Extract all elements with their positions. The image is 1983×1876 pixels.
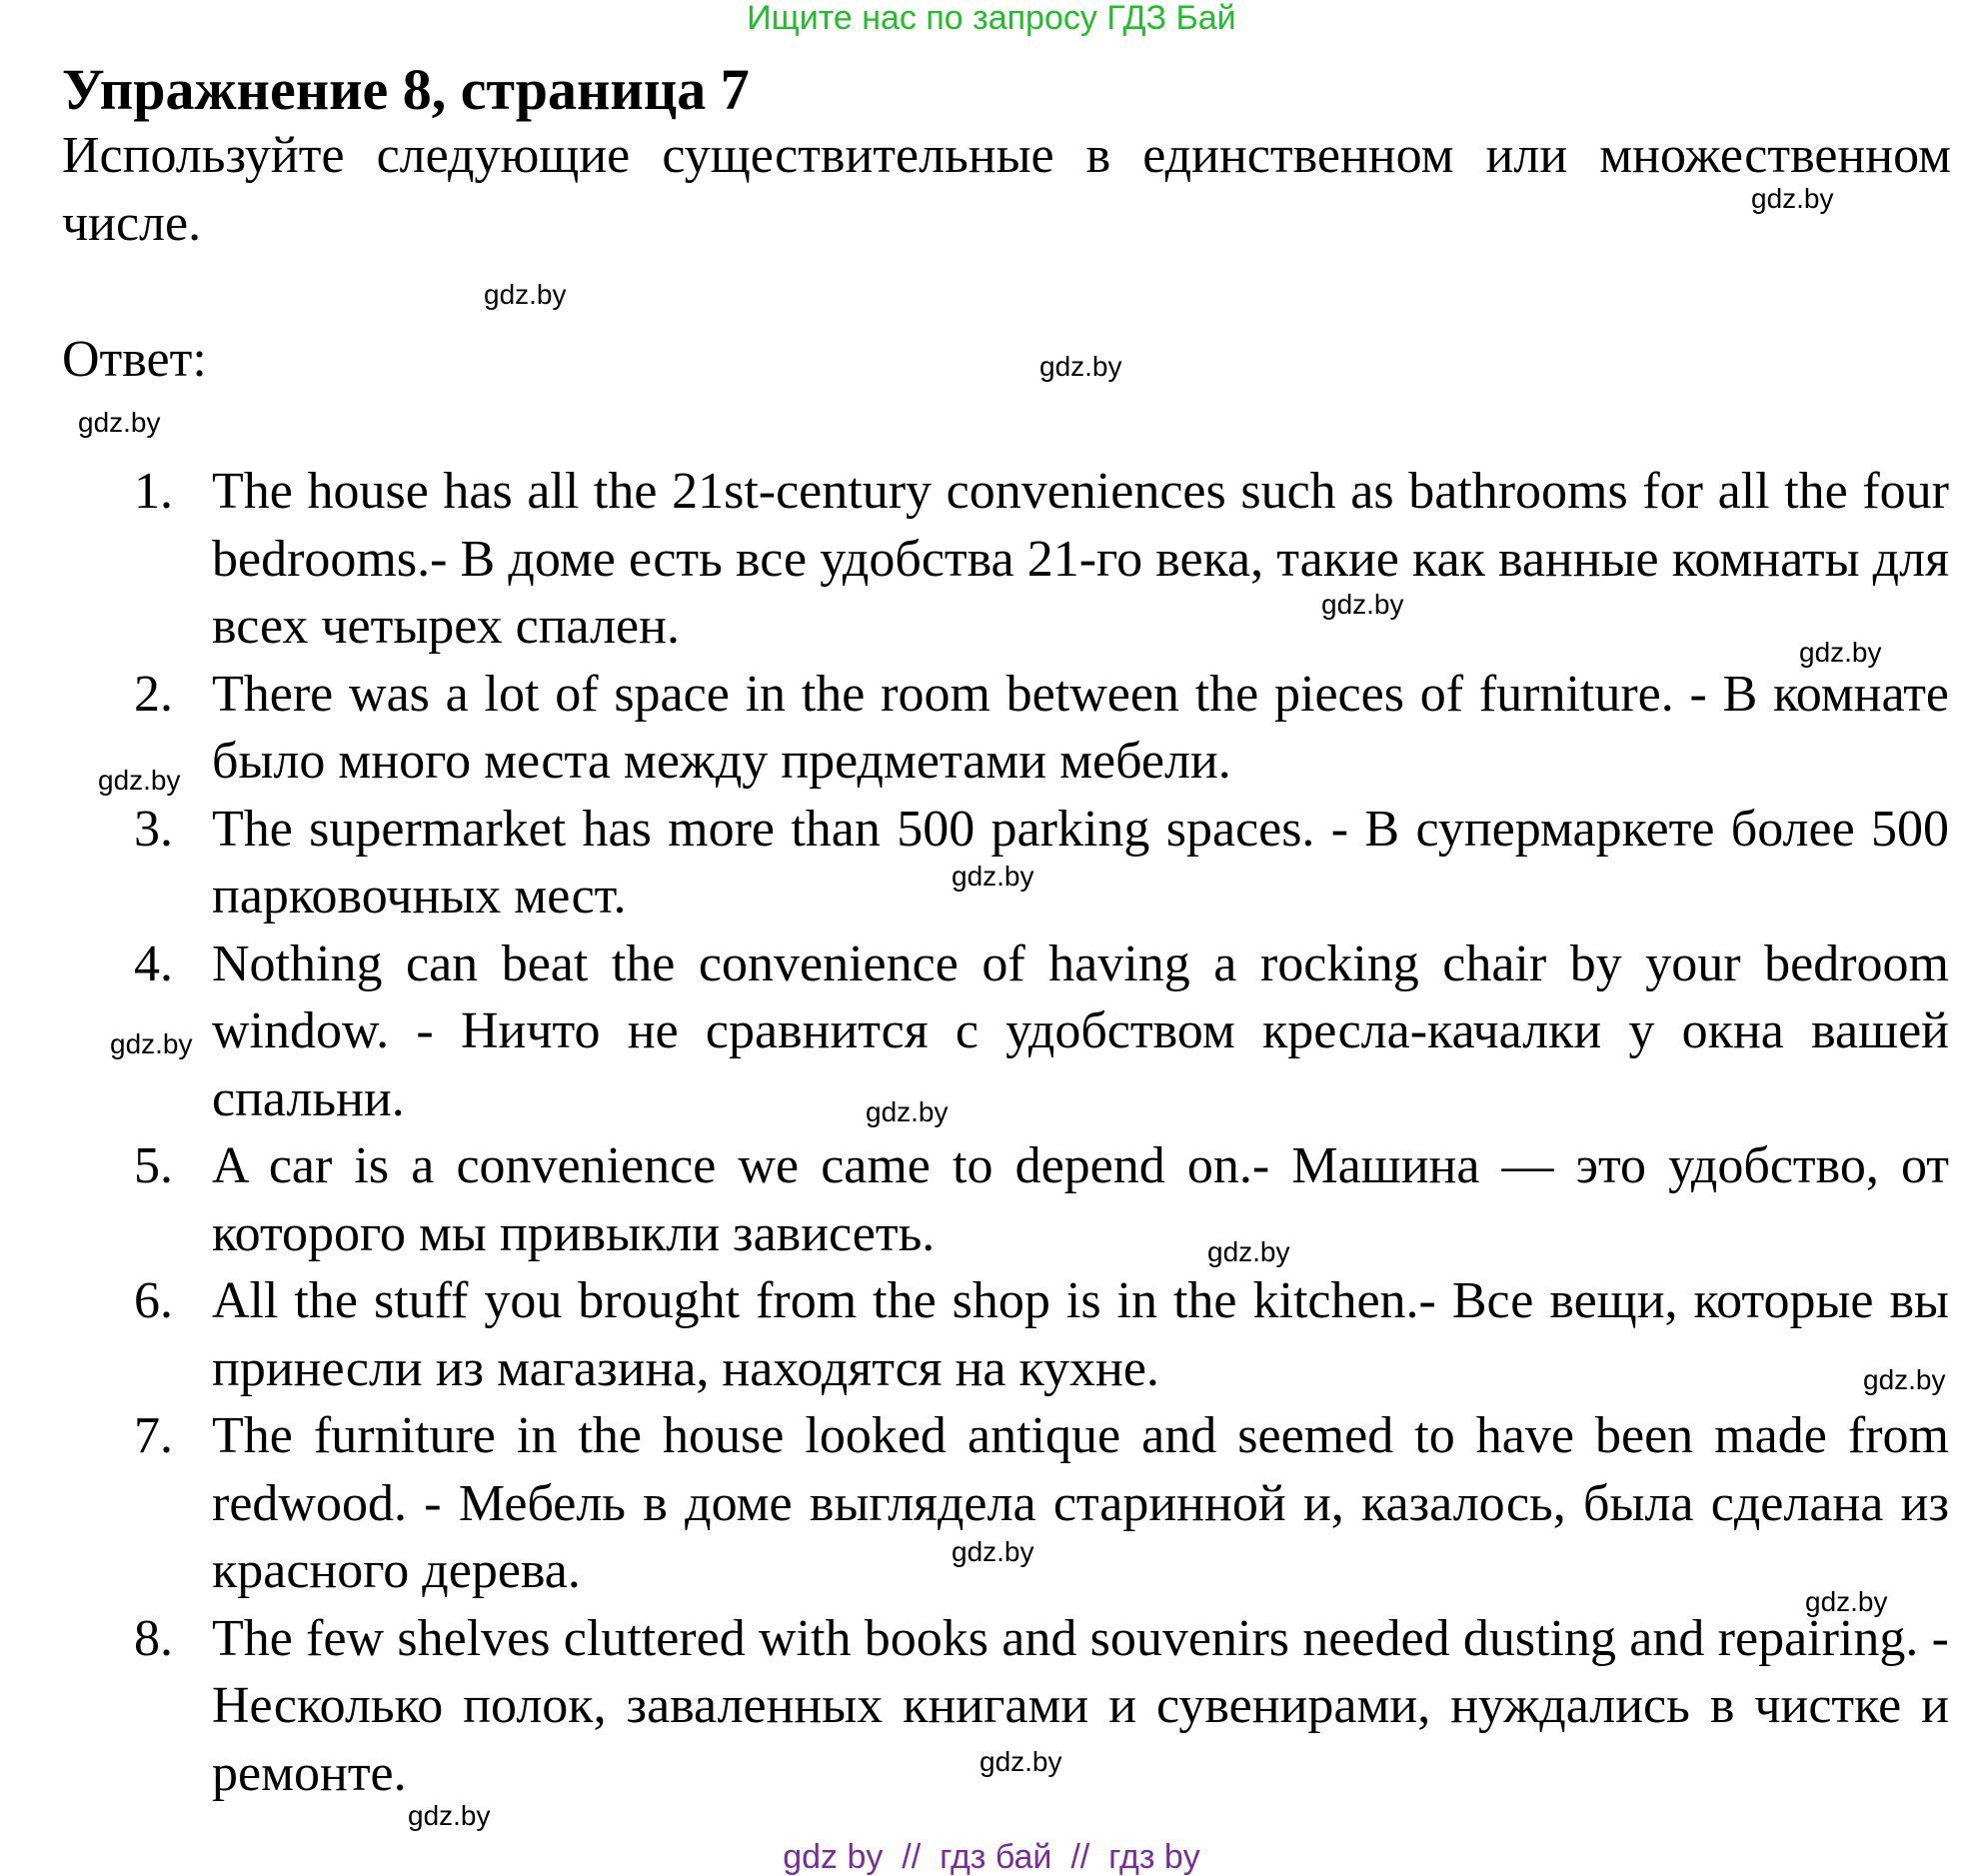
item-text: There was a lot of space in the room between the pieces of furniture. - В комнате было много места между предметами мебели.	[212, 665, 1949, 790]
watermark: gdz.by	[1863, 1364, 1946, 1395]
watermark: gdz.by	[1207, 1236, 1290, 1267]
item-number: 1.	[134, 463, 173, 520]
watermark: gdz.by	[98, 765, 181, 796]
watermark: gdz.by	[1751, 183, 1834, 214]
watermark: gdz.by	[484, 279, 567, 310]
answer-label: Ответ:	[62, 331, 207, 388]
item-number: 8.	[134, 1609, 173, 1667]
answer-item	[0, 661, 1983, 796]
footer-watermark: gdz by // гдз бай // гдз by	[783, 1838, 1200, 1876]
task-description: Используйте следующие существительные в единственном или множественном числе.	[62, 127, 1951, 252]
item-number: 4.	[134, 935, 173, 992]
item-number: 2.	[134, 665, 173, 723]
watermark: gdz.by	[110, 1028, 193, 1059]
item-text: The few shelves cluttered with books and souvenirs needed dusting and repairing. - Несколько полок, заваленных книгами и сувенирами, нуждались в чистке и ремонте.	[212, 1609, 1949, 1802]
watermark: gdz.by	[1805, 1586, 1888, 1617]
answer-item	[0, 1267, 1983, 1402]
page-title: Упражнение 8, страница 7	[62, 57, 750, 122]
watermark: gdz.by	[1321, 589, 1404, 620]
watermark: gdz.by	[408, 1800, 491, 1831]
item-number: 5.	[134, 1137, 173, 1194]
item-number: 3.	[134, 800, 173, 858]
item-text: All the stuff you brought from the shop is in the kitchen.- Все вещи, которые вы принесли из магазина, находятся на кухне.	[212, 1272, 1949, 1397]
watermark: gdz.by	[1039, 351, 1122, 382]
answer-item	[0, 458, 1983, 661]
watermark: gdz.by	[1799, 637, 1882, 668]
watermark: gdz.by	[78, 407, 161, 438]
item-text: A car is a convenience we came to depend on.- Машина — это удобство, от которого мы привыкли зависеть.	[212, 1137, 1949, 1262]
answer-item	[0, 931, 1983, 1133]
answer-list	[0, 458, 1983, 1807]
top-banner: Ищите нас по запросу ГДЗ Бай	[747, 0, 1236, 37]
watermark: gdz.by	[952, 1536, 1034, 1567]
item-text: The furniture in the house looked antique and seemed to have been made from redwood. - Мебель в доме выглядела старинной и, казалось, была сделана из красного дерева.	[212, 1407, 1949, 1599]
watermark: gdz.by	[866, 1096, 949, 1127]
watermark: gdz.by	[952, 861, 1034, 892]
item-text: Nothing can beat the convenience of having a rocking chair by your bedroom window. - Ничто не сравнится с удобством кресла-качалки у окна вашей спальни.	[212, 935, 1949, 1127]
answer-item	[0, 1402, 1983, 1605]
watermark: gdz.by	[980, 1746, 1062, 1777]
item-text: The supermarket has more than 500 parking spaces. - В супермаркете более 500 парковочных мест.	[212, 800, 1949, 925]
answer-item	[0, 1132, 1983, 1267]
item-number: 6.	[134, 1272, 173, 1329]
item-text: The house has all the 21st-century conveniences such as bathrooms for all the four bedrooms.- В доме есть все удобства 21-го века, такие как ванные комнаты для всех четырех спален.	[212, 463, 1949, 655]
item-number: 7.	[134, 1407, 173, 1464]
